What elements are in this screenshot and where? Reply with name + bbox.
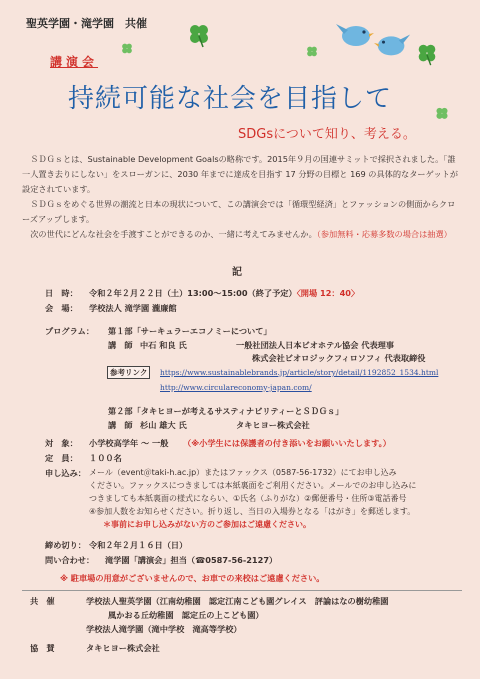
part2-speaker-label: 講 師 [108, 420, 133, 430]
apply-label: 申し込み： [45, 468, 86, 478]
doors-open: 〈開場 12：40〉 [296, 288, 360, 298]
organizers: 聖英学園・滝学園 共催 [26, 17, 147, 30]
apply-text [89, 466, 469, 531]
apply-line: メール（event＠taki-h.ac.jp）またはファックス（0587-56-1732）にてお申し込み [89, 468, 397, 477]
part1-title: 第１部「サーキュラーエコノミーについて」 [108, 326, 272, 336]
intro-paragraph [22, 227, 462, 242]
contact-value: 滝学園「講演会」担当（☎0587-56-2127） [105, 555, 278, 565]
capacity-value: １００名 [89, 453, 122, 463]
program-label: プログラム： [45, 326, 95, 336]
clover-icon [186, 22, 212, 48]
part1-speaker-label: 講 師 [108, 340, 133, 350]
cosponsor-line: 風かおる丘幼稚園 認定丘の上こども園） [108, 610, 264, 620]
reference-url-link[interactable]: https://www.sustainablebrands.jp/article/story/detail/1192852_1534.html [160, 368, 439, 377]
apply-line: ください。ファックスにつきましては本紙裏面をご利用ください。メールでのお申し込みに [89, 481, 417, 490]
reference-link-label: 参考リンク [107, 366, 150, 379]
cosponsor-label: 共 催 [30, 596, 55, 606]
clover-icon [434, 106, 450, 122]
apply-warning: ＊事前にお申し込みがない方のご参加はご遠慮ください。 [103, 520, 311, 529]
page-title: 持続可能な社会を目指して [67, 84, 392, 114]
part1-speaker: 中石 和良 氏 [140, 340, 187, 350]
apply-line: ④参加人数をお知らせください。折り返し、当日の入場券となる「はがき」を郵送します。 [89, 507, 416, 516]
capacity-label: 定 員： [45, 453, 78, 463]
date-value: 令和２年２月２２日（土）13:00～15:00（終了予定）〈開場 12：40〉 [89, 288, 360, 298]
part2-org: タキヒヨー株式会社 [236, 420, 310, 430]
apply-line: つきましても本紙裏面の様式にならい、①氏名（ふりがな）②郵便番号・住所③電話番号 [89, 494, 407, 503]
divider [22, 590, 462, 591]
ki-heading: 記 [232, 267, 242, 278]
lecture-label: 講演会 [50, 55, 99, 69]
intro-paragraph: ＳＤＧｓをめぐる世界の潮流と日本の現状について、この講演会では「循環型経済」とファッションの側面からクローズアップします。 [22, 199, 456, 224]
venue-label: 会 場： [45, 303, 78, 313]
target-label: 対 象： [45, 438, 78, 448]
deadline-value: 令和２年２月１６日（日） [89, 540, 188, 550]
deadline-label: 締め切り： [45, 540, 86, 550]
cosponsor-line: 学校法人聖英学園（江南幼稚園 認定江南こども園グレイス 評論はなの樹幼稚園 [86, 596, 389, 606]
part1-org: 一般社団法人日本ビオホテル協会 代表理事 [236, 340, 395, 350]
target-value: 小学校高学年 ～ 一般 [89, 438, 169, 448]
clover-icon [120, 42, 134, 56]
intro-paragraph: ＳＤＧｓとは、Sustainable Development Goalsの略称です。2015年９月の国連サミットで採択されました。「誰一人置き去りにしない」をスローガンに、2030 年までに達成を目指す 17 分野の目標と 169 の具体的なターゲットが設定されています。 [22, 154, 459, 194]
participation-note: （参加無料・応募多数の場合は抽選） [316, 229, 452, 239]
intro-text [22, 152, 462, 242]
date-label: 日 時： [45, 288, 78, 298]
cosponsor-line: 学校法人滝学園（滝中学校 滝高等学校） [86, 624, 242, 634]
target-note: （※小学生には保護者の付き添いをお願いいたします。） [183, 438, 391, 448]
part2-speaker: 杉山 雄大 氏 [140, 420, 187, 430]
parking-note: ※ 駐車場の用意がございませんので、お車での来校はご遠慮ください。 [60, 573, 325, 583]
intro-paragraph-text: 次の世代にどんな社会を手渡すことができるのか、一緒に考えてみませんか。 [30, 229, 317, 239]
bird-icon [334, 18, 374, 50]
clover-icon [305, 45, 319, 59]
support-value: タキヒヨー株式会社 [86, 643, 160, 653]
contact-label: 問い合わせ： [45, 555, 95, 565]
clover-icon [415, 42, 439, 66]
support-label: 協 賛 [30, 643, 55, 653]
reference-url-link[interactable]: http://www.circulareconomy-japan.com/ [160, 383, 312, 392]
part1-org: 株式会社ビオロジックフィロソフィ 代表取締役 [252, 353, 426, 363]
venue-value: 学校法人 滝学園 瀧廉館 [89, 303, 177, 313]
page-subtitle: SDGsについて知り、考える。 [238, 127, 416, 142]
part2-title: 第２部「タキヒヨーが考えるサスティナビリティーとＳＤＧｓ」 [108, 406, 344, 416]
bird-icon [374, 28, 412, 60]
